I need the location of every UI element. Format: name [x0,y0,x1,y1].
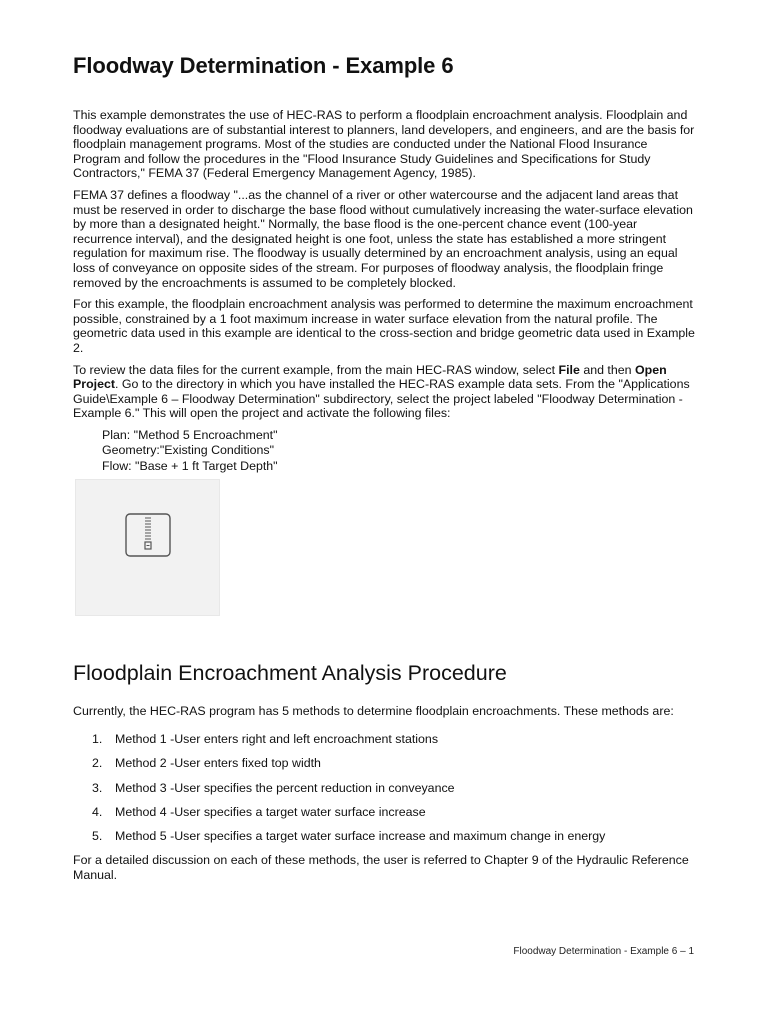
file-menu-ref: File [558,362,580,377]
page-title: Floodway Determination - Example 6 [73,53,454,78]
list-text: Method 2 -User enters fixed top width [115,756,321,771]
list-item [73,732,698,756]
intro-paragraph-1: This example demonstrates the use of HEC-RAS to perform a floodplain encroachment analysis. Floodplain and floodway evaluations are of substantial interest to planners, land developers, and engineers, and are the basis for floodplain management programs. Most of the studies are conducted under the National Flood Insurance Program and follow the procedures in the "Flood Insurance Study Guidelines and Specifications for Study Contractors," FEMA 37 (Federal Emergency Management Agency, 1985). [73,108,695,181]
list-number: 5. [92,829,103,844]
closing-paragraph: For a detailed discussion on each of these methods, the user is referred to Chapter 9 of the Hydraulic Reference Manual. [73,853,689,882]
list-number: 4. [92,804,103,819]
p4-text-c: . Go to the directory in which you have installed the HEC-RAS example data sets. From the "Applications Guide\Example 6 – Floodway Determination" subdirectory, select the project labeled "Floodway Determination - Example 6." This will open the project and activate the following files: [73,377,690,421]
list-number: 3. [92,780,103,795]
file-plan: Plan: "Method 5 Encroachment" [102,427,278,442]
list-text: Method 4 -User specifies a target water surface increase [115,804,426,819]
list-text: Method 3 -User specifies the percent reduction in conveyance [115,780,455,795]
list-item [73,805,698,829]
methods-intro: Currently, the HEC-RAS program has 5 methods to determine floodplain encroachments. These methods are: [73,704,674,718]
list-number: 2. [92,756,103,771]
file-flow: Flow: "Base + 1 ft Target Depth" [102,458,278,473]
list-item [73,829,698,853]
intro-section [73,108,698,474]
intro-paragraph-4 [73,363,698,421]
intro-paragraph-3: For this example, the floodplain encroachment analysis was performed to determine the maximum encroachment possible, constrained by a 1 foot maximum increase in water surface elevation from the natural profile. The geometric data used in this example are identical to the cross-section and bridge geometric data used in Example 2. [73,297,695,355]
intro-paragraph-2: FEMA 37 defines a floodway "...as the channel of a river or other watercourse and the adjacent land areas that must be reserved in order to discharge the base flood without cumulatively increasing the water-surface elevation by more than a designated height." Normally, the base flood is the one-percent chance event (100-year recurrence interval), and the designated height is one foot, unless the state has established a more stringent regulation for maximum rise. The floodway is usually determined by an encroachment analysis, using an equal loss of conveyance on opposite sides of the stream. For purposes of floodway analysis, the floodplain fringe removed by the encroachments is assumed to be completely blocked. [73,187,693,290]
list-text: Method 5 -User specifies a target water surface increase and maximum change in energy [115,829,606,844]
page-footer: Floodway Determination - Example 6 – 1 [513,946,694,957]
list-text: Method 1 -User enters right and left encroachment stations [115,732,439,746]
attachment-placeholder[interactable] [75,479,220,616]
p4-text-b: and then [579,362,635,377]
file-geometry: Geometry:"Existing Conditions" [102,443,275,458]
zip-file-icon [125,513,171,557]
list-item [73,756,698,780]
section-title: Floodplain Encroachment Analysis Procedure [73,661,507,685]
file-list [73,428,698,475]
open-project-ref: Open Project [73,362,667,392]
list-item [73,781,698,805]
methods-list [73,732,698,853]
list-number: 1. [92,732,103,746]
p4-text-a: To review the data files for the current example, from the main HEC-RAS window, select [73,362,559,377]
